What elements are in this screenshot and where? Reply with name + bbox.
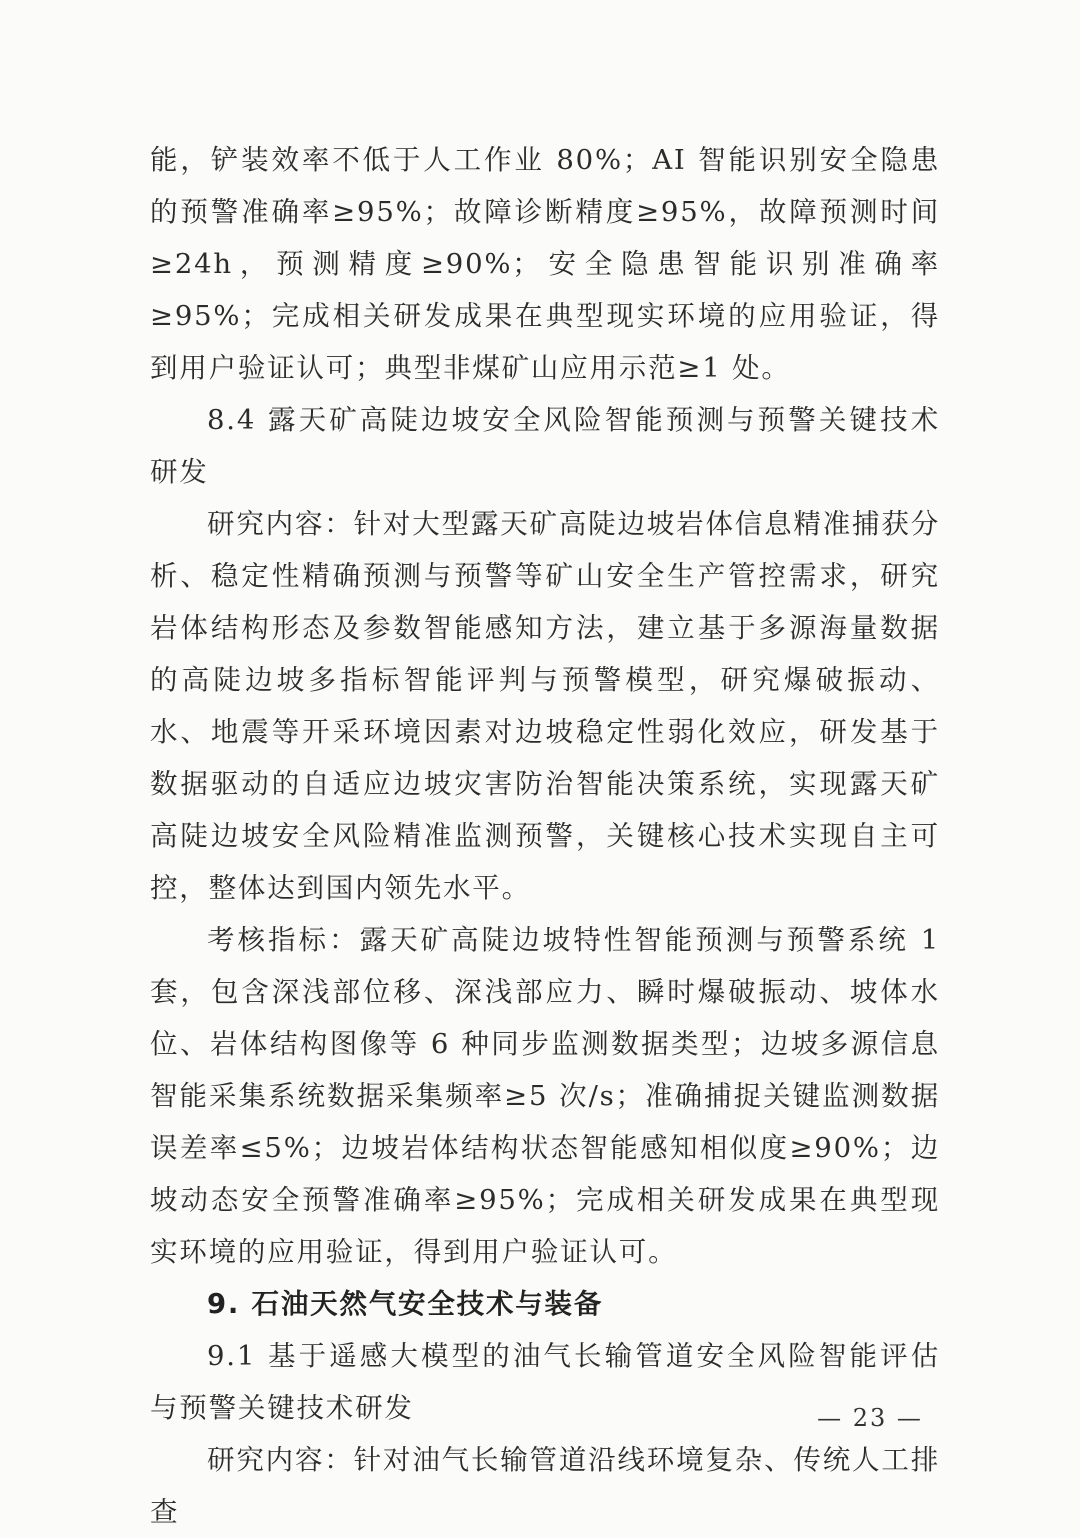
paragraph-research-content-8-4: 研究内容：针对大型露天矿高陡边坡岩体信息精准捕获分析、稳定性精确预测与预警等矿山安全生产管控需求，研究岩体结构形态及参数智能感知方法，建立基于多源海量数据的高陡边坡多指标智能评判与预警模型，研究爆破振动、水、地震等开采环境因素对边坡稳定性弱化效应，研发基于数据驱动的自适应边坡灾害防治智能决策系统，实现露天矿高陡边坡安全风险精准监测预警，关键核心技术实现自主可控，整体达到国内领先水平。 (150, 508, 940, 904)
paragraph-assessment-indicators-8-4: 考核指标：露天矿高陡边坡特性智能预测与预警系统 1 套，包含深浅部位移、深浅部应力、瞬时爆破振动、坡体水位、岩体结构图像等 6 种同步监测数据类型；边坡多源信息智能采集系统数据采集频率≥5 次/s；准确捕捉关键监测数据误差率≤5%；边坡岩体结构状态智能感知相似度≥90%；边坡动态安全预警准确率≥95%；完成相关研发成果在典型现实环境的应用验证，得到用户验证认可。 (150, 924, 940, 1268)
section-heading-8-4: 8.4 露天矿高陡边坡安全风险智能预测与预警关键技术研发 (150, 404, 940, 488)
document-body (150, 134, 940, 1538)
paragraph-mining-indicators-continued: 能，铲装效率不低于人工作业 80%；AI 智能识别安全隐患的预警准确率≥95%；故障诊断精度≥95%，故障预测时间≥24h，预测精度≥90%；安全隐患智能识别准确率≥95%；完成相关研发成果在典型现实环境的应用验证，得到用户验证认可；典型非煤矿山应用示范≥1 处。 (150, 144, 940, 384)
section-heading-9: 9. 石油天然气安全技术与装备 (207, 1288, 604, 1320)
page-number: — 23 — (817, 1404, 923, 1432)
paragraph-research-content-9-1: 研究内容：针对油气长输管道沿线环境复杂、传统人工排查 (150, 1444, 940, 1528)
section-heading-9-1: 9.1 基于遥感大模型的油气长输管道安全风险智能评估与预警关键技术研发 (150, 1340, 940, 1424)
